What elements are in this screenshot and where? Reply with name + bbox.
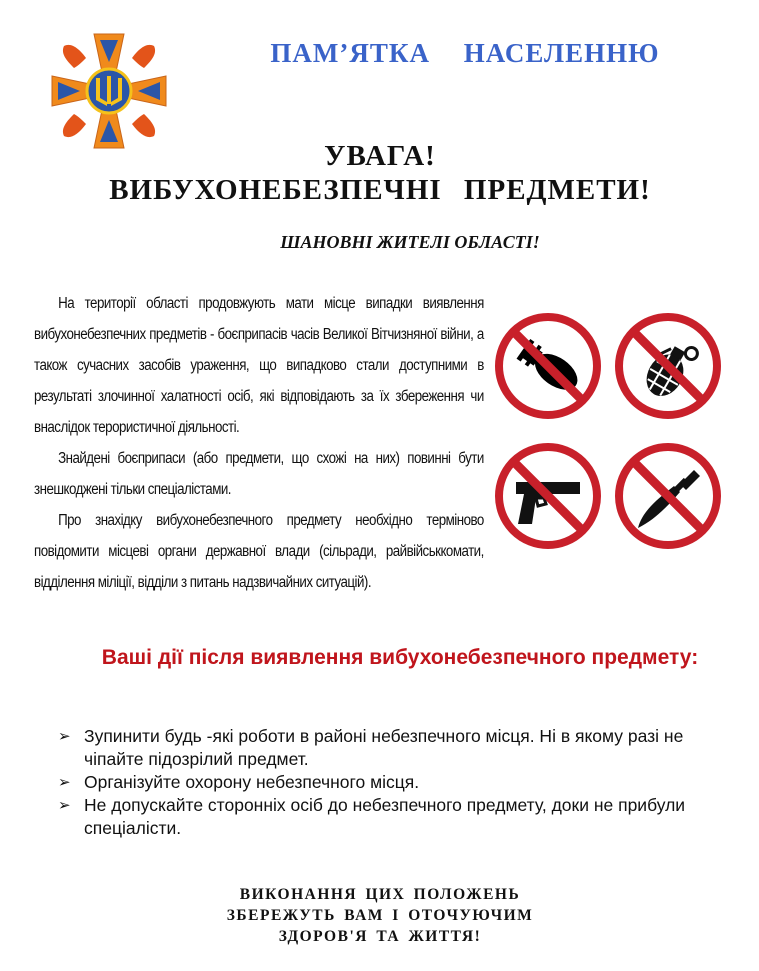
list-item — [58, 771, 718, 794]
arrow-bullet-icon: ➢ — [58, 774, 71, 791]
warning-line-2: ВИБУХОНЕБЕЗПЕЧНІ ПРЕДМЕТИ! — [109, 174, 651, 206]
greeting: ШАНОВНІ ЖИТЕЛІ ОБЛАСТІ! — [280, 232, 540, 252]
actions-title: Ваші дії після виявлення вибухонебезпечного предмету: — [101, 646, 699, 669]
action-text: Зупинити будь -які роботи в районі небезпечного місця. Ні в якому разі не чіпайте підозрілий предмет. — [84, 726, 684, 769]
memo-title: ПАМ’ЯТКА НАСЕЛЕННЮ — [270, 38, 660, 68]
closing-line-2: ЗБЕРЕЖУТЬ ВАМ І ОТОЧУЮЧИМ — [226, 907, 534, 924]
closing-message — [170, 884, 590, 947]
body-text — [34, 288, 484, 598]
list-item — [58, 725, 718, 771]
closing-line-1: ВИКОНАННЯ ЦИХ ПОЛОЖЕНЬ — [239, 886, 521, 903]
no-knife-icon — [614, 442, 722, 550]
action-text: Організуйте охорону небезпечного місця. — [84, 772, 420, 792]
arrow-bullet-icon: ➢ — [58, 797, 71, 814]
prohibition-signs — [494, 312, 726, 562]
body-paragraph-1: На території області продовжують мати місце випадки виявлення вибухонебезпечних предметів - боєприпасів часів Великої Вітчизняної війни, а також сучасних засобів ураження, що випадково стали доступними в результаті злочинної халатності осіб, які відповідають за їх збереження чи внаслідок терористичної діяльності. — [34, 295, 484, 436]
closing-line-3: ЗДОРОВ'Я ТА ЖИТТЯ! — [278, 928, 482, 945]
no-grenade-icon — [614, 312, 722, 420]
arrow-bullet-icon: ➢ — [58, 728, 71, 745]
state-emergency-service-emblem-icon — [46, 28, 172, 154]
actions-list — [58, 725, 718, 840]
body-paragraph-3: Про знахідку вибухонебезпечного предмету необхідно терміново повідомити місцеві органи державної влади (сільради, райвійськкомати, відділення міліції, відділи з питань надзвичайних ситуацій). — [34, 512, 484, 591]
list-item — [58, 794, 718, 840]
no-pistol-icon — [494, 442, 602, 550]
action-text: Не допускайте сторонніх осіб до небезпечного предмету, доки не прибули спеціалісти. — [84, 795, 686, 838]
warning-line-1: УВАГА! — [324, 140, 436, 172]
body-paragraph-2: Знайдені боєприпаси (або предмети, що схожі на них) повинні бути знешкоджені тільки спеціалістами. — [34, 450, 484, 498]
no-bomb-icon — [494, 312, 602, 420]
